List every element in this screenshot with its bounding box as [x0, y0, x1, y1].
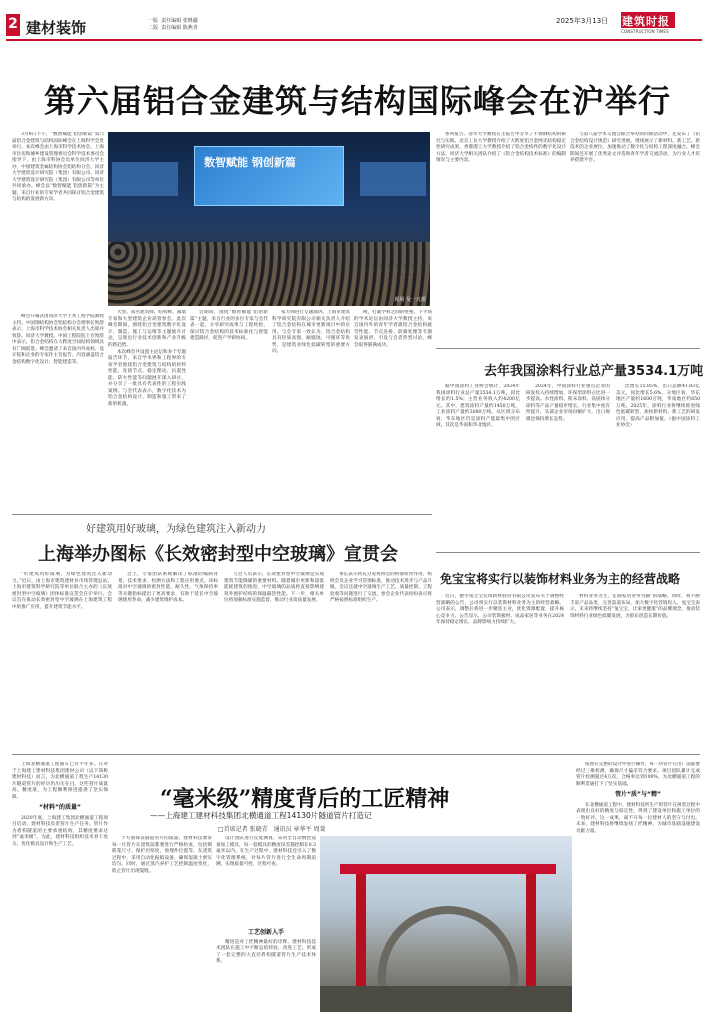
article5-col2: 材料业务为主，定制家居业务为辅”的战略。同时，将不断丰富产品品类，完善渠道布局，加大数字化营销投入。兔宝宝表示，未来将继续坚持“兔宝宝，让家更健康”的品牌理念，推动装饰材料行业绿色低碳发展，为股东创造长期价值。 — [570, 594, 700, 619]
article1-col5: 家大师进行专题演讲。上海市建筑科学研究院有限公司相关负责人介绍了铝合金结构在城市更新项目中的应用。与会专家一致认为，铝合金结构具有轻质高强、耐腐蚀、可循环等优势，是建筑业绿色低碳转型的重要方向。 — [272, 310, 350, 354]
article4-col1: 据中国涂料工业协会统计，2024年我国涂料行业总产量3534.1万吨，同比增长约1.5%；主营业务收入约4200亿元。其中，建筑涂料产量约1450万吨，工业涂料产量约2080万吨。从区域分布看，华东地区仍是涂料产能最集中的区域，其次是华南和华北地区。 — [436, 384, 520, 428]
article1-col6: 统，打破学科之间的壁垒。下半场的学术论坛由同济大学教授主持，来自国内外的青年学者就铝合金结构疲劳性能、节点连接、防腐处理等专题发表演讲，引发与会者热烈讨论，峰会取得圆满成功。 — [354, 310, 432, 348]
article6-col3b: 工艺创新入手 精进是对工匠精神最好的诠释。建材科技技术团队在施工中不断总结经验，改进工艺，形成了一套完整的大直径盾构隧道管片生产技术体系。 — [216, 928, 316, 1016]
summit-photo — [108, 132, 430, 306]
article3-col1: “好建筑用好玻璃，为绿色建筑注入新动力。”近日，由上海市建筑建材业市场管理总站、上海市建筑科学研究院等单位联合主办的《长效密封型中空玻璃》团体标准宣贯会在沪举行。会议旨在推动长效密封型中空玻璃在上海建筑工程中的推广应用，提升建筑节能水平。 — [12, 572, 112, 610]
divider-paint — [436, 348, 700, 349]
divider-craft — [12, 754, 700, 755]
article5-col1: 近日，德华兔宝宝装饰新材股份有限公司发布关于调整经营战略的公告，公司将实行以装饰材料业务为主的经营战略。公司表示，调整后将进一步聚焦主业，优化资源配置，提升核心竞争力。公告显示，公司装饰板材、成品家居等业务在2024年保持稳定增长，品牌影响力持续扩大。 — [436, 594, 564, 625]
page-header — [0, 0, 708, 40]
page-number: 2 — [8, 16, 18, 32]
article1-title: 第六届铝合金建筑与结构国际峰会在沪举行 — [44, 82, 672, 120]
article6-byline: □首席记者 张晓青 通讯员 章华平 周斐 — [218, 826, 326, 833]
article3-kicker: 好建筑用好玻璃，为绿色建筑注入新动力 — [86, 524, 266, 535]
article6-subhead1: “材料”的质量” — [39, 804, 81, 811]
article1-col2: 峰会开幕式由同济大学土木工程学院教授主持。中国钢结构协会铝结构分会理事长致辞表示，上海市科学技术协会相关负责人出席并致辞。同济大学教授、中国工程院院士在致辞中表示，铝合金结构在大跨度空间结构领域具有广阔前景。峰会邀请了来自国内外高校、设计院和企业的专家作主旨报告，内容涵盖铝合金结构数字化设计、智能建造等。 — [12, 314, 104, 365]
photo-caption: 现场 吴一凡摄 — [394, 297, 426, 303]
article6-subhead3: 管片“质”与“精” — [615, 791, 661, 798]
article1-col4: 会期间，围绕“数智赋能 铝创新篇”主题，来自行业的多位专家与会代表一起，分享研究成果与工程经验，探讨铝合金结构的技术标准化与智能建造路径，促进产学研协同。 — [190, 310, 268, 341]
article6-col1: 上海北横通道工程通车已有半年多。在对于上海建工建材科技集团建材公司（以下简称建材科技）而言，为北横通道工程生产14130片隧道管片的经历仍历历在目。这些管片质量高、精度准，为工程顺利推进提供了坚实保障。 “材料”的质量” 2020年底，上海建工集团北横通道工程项目启动，建材科技负责管片生产任务。管片作为盾构隧道的主要承重结构，其精度要求达到“毫米级”。为此，建材科技组织技术骨干攻关，优化模具设计和生产工艺。 — [12, 762, 108, 847]
article3-title: 上海举办图标《长效密封型中空玻璃》宣贯会 — [38, 544, 398, 565]
divider-rabbit — [436, 552, 700, 553]
article3-col4: 事长表示将充分发挥协会的桥梁纽带作用，组织会员企业学习贯彻标准，推动技术进步与产品升级。会议还就中空玻璃生产工艺、质量控制、工程验收等问题进行了交流，参会企业代表纷纷表示将严格按照标准组织生产。 — [330, 572, 432, 603]
divider-glass — [12, 514, 432, 515]
masthead-en: CONSTRUCTION TIMES — [621, 29, 669, 34]
article1-col7: 系列报告。清华大学教授在主报告中分享了不锈钢结构的研究与实践。北京工业大学教授介绍了大跨度铝合金网壳结构稳定性研究成果，香港理工大学教授介绍了铝合金构件的数字化设计方法，同济大学相关团队介绍了《铝合金结构技术标准》的编制情况与主要内容。 — [436, 132, 566, 163]
article6-subtitle: ——上海建工建材科技集团北横通道工程14130片隧道管片打造记 — [150, 811, 372, 820]
article6-col2: 个方面保证隧道管片的质量。建材科技要求每一片管片在浇筑前都要进行严格检查，包括钢筋笼尺寸、保护层厚度、预埋件位置等。在浇筑过程中，采用自动化振捣设备，确保混凝土密实均匀。同时，通过蒸汽养护工艺控制温度变化，防止管片出现裂缝。 — [112, 836, 212, 874]
article1-col3: 大型、知名建筑师、结构师、幕墙专家和大型建筑企业高管参会。此次峰会期间，围绕铝合金建筑数字化设计、制造、施工与运维等主题展开讨论，呈现出行业技术创新和产业升级的新趋势。 本次峰会共设置主论坛和多个专题报告环节，来自学术界和工程界的专家学者围绕铝合金建筑与结构的材料性能、连接节点、稳定理论、抗震性能、防火性能等问题展开深入研讨，并分享了一批具有代表性的工程实践案例。与会代表表示，数字化技术为铝合金结构设计、制造和施工带来了新的机遇。 — [108, 310, 186, 407]
article4-col2: 2024年，中国涂料行业重点企业的研发投入持续增加，环保型涂料占比进一步提高。水性涂料、粉末涂料、高固体分涂料等产品产量稳步增长。行业集中度有所提升，头部企业市场份额扩大，出口规模也保持增长态势。 — [526, 384, 610, 422]
article4-col3: 比增长15.85%，出口总额41.83亿美元，同比增长5.6%。分地区看，华东地区产量约1600万吨，华南地区约650万吨。2025年，涂料行业将继续推进绿色低碳转型，加快新材料、新工艺的研发应用，提高产品附加值。（据中国涂料工业协会） — [616, 384, 700, 428]
article3-col3: 与会人员表示，长效密封型中空玻璃是实现建筑节能降碳的重要材料。随着城市更新和超低能耗建筑的推进，中空玻璃的品质将直接影响建筑外围护结构的保温隔热性能。下一步，相关单位将加强标准实施监督，推动行业高质量发展。 — [224, 572, 324, 603]
article6-title: “毫米级”精度背后的工匠精神 — [160, 786, 450, 812]
article6-col4: 按照在完整的设计中进行操作，每一块管片在出厂前都要经过三维检测，确保尺寸偏差符合要求。项目团队累计完成管片检测超过4万次，合格率达到100%，为北横通道工程的顺利贯通打下了坚实基础。 管片“质”与“精” 在北横通道工程中，建材科技所生产的管片在拼装过程中表现出良好的精度与稳定性，得到了建设单位和施工单位的一致好评。这一成果，离不开每一位建材人的坚守与付出。未来，建材科技将继续发扬工匠精神，为城市基础设施建设贡献力量。 — [576, 762, 700, 834]
section-title: 建材装饰 — [26, 19, 87, 37]
screen-text: 数智赋能 钢创新篇 — [204, 156, 296, 169]
editor-info: 一版 责任编辑 张继疆 二版 责任编辑 陈燕青 — [148, 18, 198, 31]
issue-date: 2025年3月13日 — [556, 17, 609, 25]
article1-col1: 3月8日下午，“数智赋能 铝创新篇”第六届铝合金建筑与结构国际峰会在上海科学会堂举行。本次峰会由上海市科学技术协会、上海市住房和城乡建设管理委员会科学技术委员会指导下，由上海市科协会员单位同济大学主办，中国建筑金属结构协会铝结构分会、同济大学建筑设计研究院（集团）有限公司、同济大学建筑设计研究院（集团）有限公司等单位共同承办。峰会以“数智赋能 铝创新篇”为主题，来自行业的专家学者共同探讨铝合金建筑与结构的发展新方向。 — [12, 132, 104, 202]
header-rule — [6, 39, 702, 41]
article5-title: 免宝宝将实行以装饰材料业务为主的经营战略 — [440, 572, 681, 586]
masthead-logo — [621, 12, 701, 38]
article6-subhead2: 工艺创新入手 — [247, 929, 284, 936]
article6-col3: 设计团队进行反复测算，采用全自动数控设备加工模具，每一套模具的精度误差都控制在0.3毫米以内。在生产过程中，建材科技还引入了数字化管理系统，对每片管片进行全生命周期追溯，实现质量可控、过程可查。 — [216, 836, 316, 867]
article3-col2: 会上，专家团队系统解读了标准的编制背景、技术要求、检测方法和工程应用要点。该标准对中空玻璃的密封性能、耐久性、气体保持率等关键指标提出了更高要求，有助于延长中空玻璃使用寿命，减少建筑维护成本。 — [118, 572, 218, 603]
page-number-box — [6, 14, 20, 36]
masthead-cn: 建筑时报 — [622, 15, 670, 28]
tunnel-segment-photo — [320, 836, 572, 1012]
article4-title: 去年我国涂料行业总产量3534.1万吨 — [484, 364, 704, 379]
article1-col8: 与第八届学术交流会联合举办的同期活动中，还发布了《铝合金结构设计规范》研究进展。现场展示了新材料、新工艺、新技术的企业展位，加速推动了数字化与结构工程深度融合。峰会期间还开展了优秀论文评选和青年学者交流活动，为行业人才培养搭建平台。 — [570, 132, 700, 163]
